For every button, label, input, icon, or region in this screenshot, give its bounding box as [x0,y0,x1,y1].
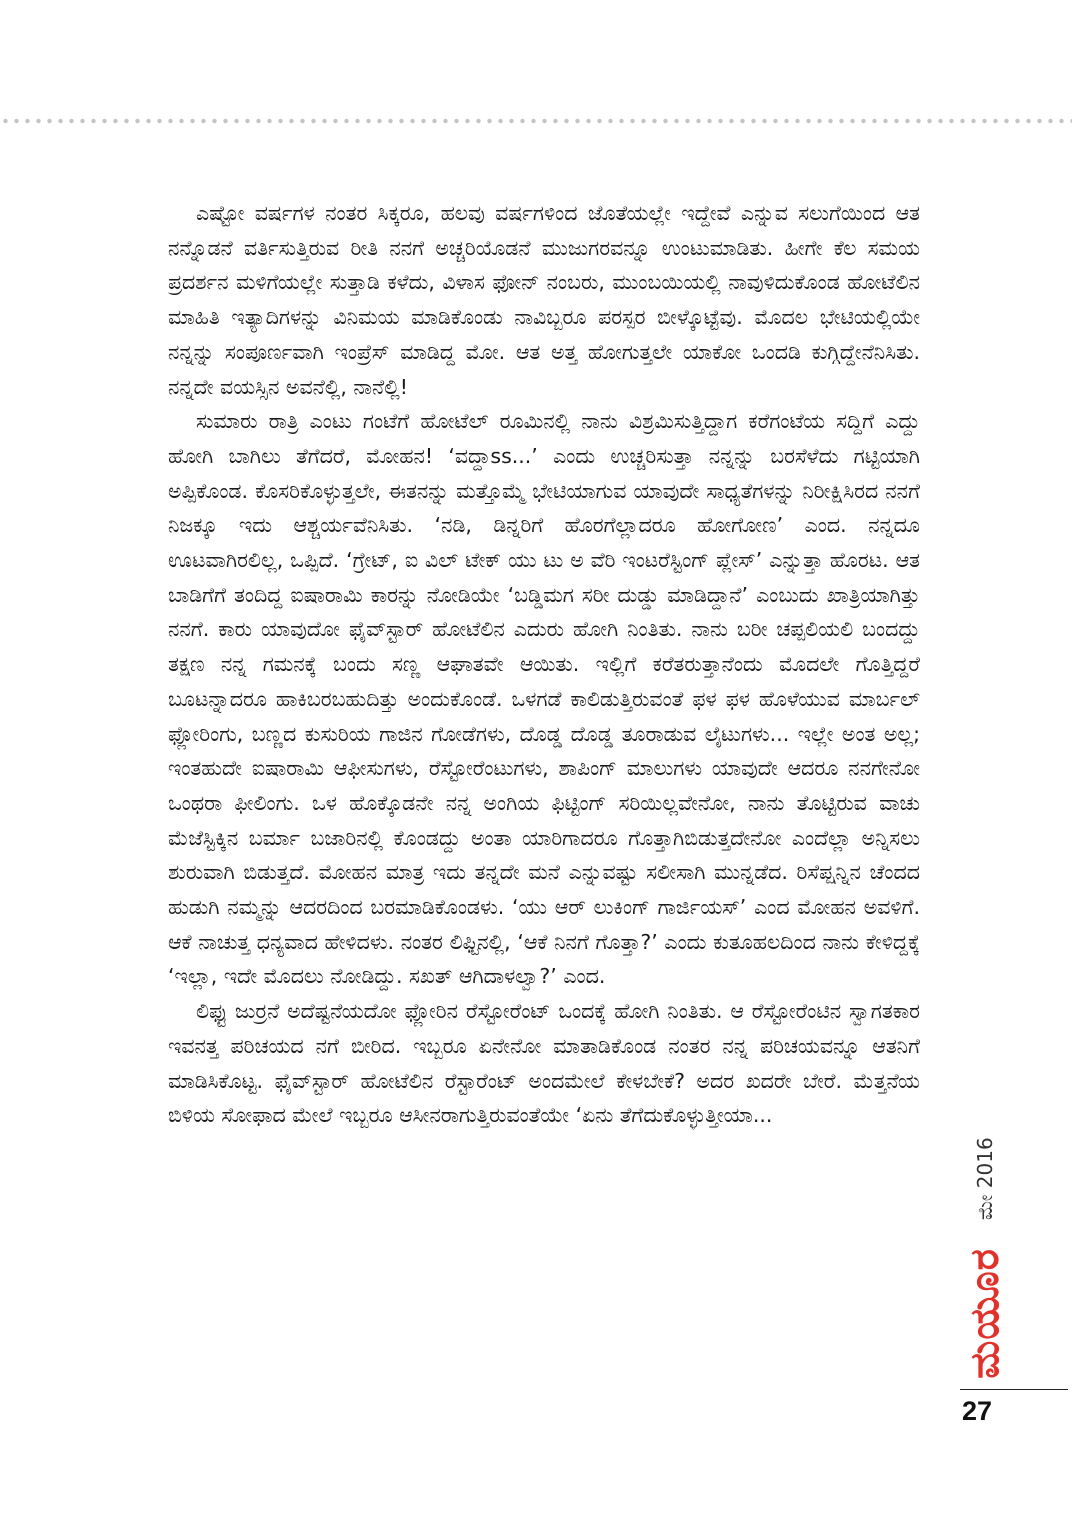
article-paragraph: ಎಷ್ಟೋ ವರ್ಷಗಳ ನಂತರ ಸಿಕ್ಕರೂ, ಹಲವು ವರ್ಷಗಳಿಂದ ಜೊತೆಯಲ್ಲೇ ಇದ್ದೇವೆ ಎನ್ನುವ ಸಲುಗೆಯಿಂದ ಆತ ನನ್ನೊಡನೆ ವರ್ತಿಸುತ್ತಿರುವ ರೀತಿ ನನಗೆ ಅಚ್ಚರಿಯೊಡನೆ ಮುಜುಗರವನ್ನೂ ಉಂಟುಮಾಡಿತು. ಹೀಗೇ ಕೆಲ ಸಮಯ ಪ್ರದರ್ಶನ ಮಳಿಗೆಯಲ್ಲೇ ಸುತ್ತಾಡಿ ಕಳೆದು, ವಿಳಾಸ ಫೋನ್ ನಂಬರು, ಮುಂಬಯಿಯಲ್ಲಿ ನಾವುಳಿದುಕೊಂಡ ಹೋಟೆಲಿನ ಮಾಹಿತಿ ಇತ್ಯಾದಿಗಳನ್ನು ವಿನಿಮಯ ಮಾಡಿಕೊಂಡು ನಾವಿಬ್ಬರೂ ಪರಸ್ಪರ ಬೀಳ್ಕೊಟ್ಟೆವು. ಮೊದಲ ಭೇಟಿಯಲ್ಲಿಯೇ ನನ್ನನ್ನು ಸಂಪೂರ್ಣವಾಗಿ ಇಂಪ್ರೆಸ್ ಮಾಡಿದ್ದ ಮೋ. ಆತ ಅತ್ತ ಹೋಗುತ್ತಲೇ ಯಾಕೋ ಒಂದಡಿ ಕುಗ್ಗಿದ್ದೇನೆನಿಸಿತು. ನನ್ನದೇ ವಯಸ್ಸಿನ ಅವನೆಲ್ಲಿ, ನಾನೆಲ್ಲಿ! [168,201,920,399]
page-number: 27 [962,1396,993,1426]
article-body [168,196,920,1133]
magazine-side-label [957,1133,1013,1383]
issue-date: ಮೇ 2016 [973,1137,997,1221]
article-paragraph: ಲಿಫ್ಟು ಜುರ್ರನೆ ಅದೆಷ್ಟನೆಯದೋ ಫ್ಲೋರಿನ ರೆಸ್ಟೋರೆಂಟ್ ಒಂದಕ್ಕೆ ಹೋಗಿ ನಿಂತಿತು. ಆ ರೆಸ್ಟೋರೆಂಟಿನ ಸ್ವಾಗತಕಾರ ಇವನತ್ತ ಪರಿಚಯದ ನಗೆ ಬೀರಿದ. ಇಬ್ಬರೂ ಏನೇನೋ ಮಾತಾಡಿಕೊಂಡ ನಂತರ ನನ್ನ ಪರಿಚಯವನ್ನೂ ಆತನಿಗೆ ಮಾಡಿಸಿಕೊಟ್ಟ. ಫೈವ್‌ಸ್ಟಾರ್ ಹೋಟೆಲಿನ ರೆಸ್ಟಾರೆಂಟ್ ಅಂದಮೇಲೆ ಕೇಳಬೇಕೆ? ಅದರ ಖದರೇ ಬೇರೆ. ಮೆತ್ತನೆಯ ಬಿಳಿಯ ಸೋಫಾದ ಮೇಲೆ ಇಬ್ಬರೂ ಆಸೀನರಾಗುತ್ತಿರುವಂತೆಯೇ ‘ಏನು ತೆಗೆದುಕೊಳ್ಳುತ್ತೀಯಾ... [168,999,920,1128]
magazine-brand: ಮಯೂರ [962,1248,1008,1379]
page-number-rule [960,1389,1068,1390]
article-paragraph: ಸುಮಾರು ರಾತ್ರಿ ಎಂಟು ಗಂಟೆಗೆ ಹೋಟೆಲ್ ರೂಮಿನಲ್ಲಿ ನಾನು ವಿಶ್ರಮಿಸುತ್ತಿದ್ದಾಗ ಕರೆಗಂಟೆಯ ಸದ್ದಿಗೆ ಎದ್ದು ಹೋಗಿ ಬಾಗಿಲು ತೆಗೆದರೆ, ಮೋಹನ! ‘ವದ್ದಾss...’ ಎಂದು ಉಚ್ಚರಿಸುತ್ತಾ ನನ್ನನ್ನು ಬರಸೆಳೆದು ಗಟ್ಟಿಯಾಗಿ ಅಪ್ಪಿಕೊಂಡ. ಕೊಸರಿಕೊಳ್ಳುತ್ತಲೇ, ಈತನನ್ನು ಮತ್ತೊಮ್ಮೆ ಭೇಟಿಯಾಗುವ ಯಾವುದೇ ಸಾಧ್ಯತೆಗಳನ್ನು ನಿರೀಕ್ಷಿಸಿರದ ನನಗೆ ನಿಜಕ್ಕೂ ಇದು ಆಶ್ಚರ್ಯವೆನಿಸಿತು. ‘ನಡಿ, ಡಿನ್ನರಿಗೆ ಹೊರಗೆಲ್ಲಾದರೂ ಹೋಗೋಣ’ ಎಂದ. ನನ್ನದೂ ಊಟವಾಗಿರಲಿಲ್ಲ, ಒಪ್ಪಿದೆ. ‘ಗ್ರೇಟ್, ಐ ವಿಲ್ ಟೇಕ್ ಯು ಟು ಅ ವೆರಿ ಇಂಟರೆಸ್ಟಿಂಗ್ ಪ್ಲೇಸ್’ ಎನ್ನುತ್ತಾ ಹೊರಟ. ಆತ ಬಾಡಿಗೆಗೆ ತಂದಿದ್ದ ಐಷಾರಾಮಿ ಕಾರನ್ನು ನೋಡಿಯೇ ‘ಬಡ್ಡಿಮಗ ಸರೀ ದುಡ್ಡು ಮಾಡಿದ್ದಾನೆ’ ಎಂಬುದು ಖಾತ್ರಿಯಾಗಿತ್ತು ನನಗೆ. ಕಾರು ಯಾವುದೋ ಫೈವ್‌ಸ್ಟಾರ್ ಹೋಟೆಲಿನ ಎದುರು ಹೋಗಿ ನಿಂತಿತು. ನಾನು ಬರೀ ಚಪ್ಪಲಿಯಲಿ ಬಂದದ್ದು ತಕ್ಷಣ ನನ್ನ ಗಮನಕ್ಕೆ ಬಂದು ಸಣ್ಣ ಆಘಾತವೇ ಆಯಿತು. ಇಲ್ಲಿಗೆ ಕರೆತರುತ್ತಾನೆಂದು ಮೊದಲೇ ಗೊತ್ತಿದ್ದರೆ ಬೂಟನ್ನಾದರೂ ಹಾಕಿಬರಬಹುದಿತ್ತು ಅಂದುಕೊಂಡೆ. ಒಳಗಡೆ ಕಾಲಿಡುತ್ತಿರುವಂತೆ ಫಳ ಫಳ ಹೊಳೆಯುವ ಮಾರ್ಬಲ್ ಫ್ಲೋರಿಂಗು, ಬಣ್ಣದ ಕುಸುರಿಯ ಗಾಜಿನ ಗೋಡೆಗಳು, ದೊಡ್ಡ ದೊಡ್ಡ ತೂರಾಡುವ ಲೈಟುಗಳು... ಇಲ್ಲೇ ಅಂತ ಅಲ್ಲ; ಇಂತಹುದೇ ಐಷಾರಾಮಿ ಆಫೀಸುಗಳು, ರೆಸ್ಟೋರೆಂಟುಗಳು, ಶಾಪಿಂಗ್ ಮಾಲುಗಳು ಯಾವುದೇ ಆದರೂ ನನಗೇನೋ ಒಂಥರಾ ಫೀಲಿಂಗು. ಒಳ ಹೊಕ್ಕೊಡನೇ ನನ್ನ ಅಂಗಿಯ ಫಿಟ್ಟಿಂಗ್ ಸರಿಯಿಲ್ಲವೇನೋ, ನಾನು ತೊಟ್ಟಿರುವ ವಾಚು ಮೆಜೆಸ್ಟಿಕ್ಕಿನ ಬರ್ಮಾ ಬಜಾರಿನಲ್ಲಿ ಕೊಂಡದ್ದು ಅಂತಾ ಯಾರಿಗಾದರೂ ಗೊತ್ತಾಗಿಬಿಡುತ್ತದೇನೋ ಎಂದೆಲ್ಲಾ ಅನ್ನಿಸಲು ಶುರುವಾಗಿ ಬಿಡುತ್ತದೆ. ಮೋಹನ ಮಾತ್ರ ಇದು ತನ್ನದೇ ಮನೆ ಎನ್ನುವಷ್ಟು ಸಲೀಸಾಗಿ ಮುನ್ನಡೆದ. ರಿಸೆಪ್ಷನ್ನಿನ ಚೆಂದದ ಹುಡುಗಿ ನಮ್ಮನ್ನು ಆದರದಿಂದ ಬರಮಾಡಿಕೊಂಡಳು. ‘ಯು ಆರ್ ಲುಕಿಂಗ್ ಗಾರ್ಜಿಯಸ್’ ಎಂದ ಮೋಹನ ಅವಳಿಗೆ. ಆಕೆ ನಾಚುತ್ತ ಧನ್ಯವಾದ ಹೇಳಿದಳು. ನಂತರ ಲಿಫ್ಟಿನಲ್ಲಿ, ‘ಆಕೆ ನಿನಗೆ ಗೊತ್ತಾ?’ ಎಂದು ಕುತೂಹಲದಿಂದ ನಾನು ಕೇಳಿದ್ದಕ್ಕೆ ‘ಇಲ್ಲಾ, ಇದೇ ಮೊದಲು ನೋಡಿದ್ದು. ಸಖತ್ ಆಗಿದಾಳಲ್ವಾ?’ ಎಂದ. [168,409,920,989]
dotted-header-rule [0,118,1072,124]
